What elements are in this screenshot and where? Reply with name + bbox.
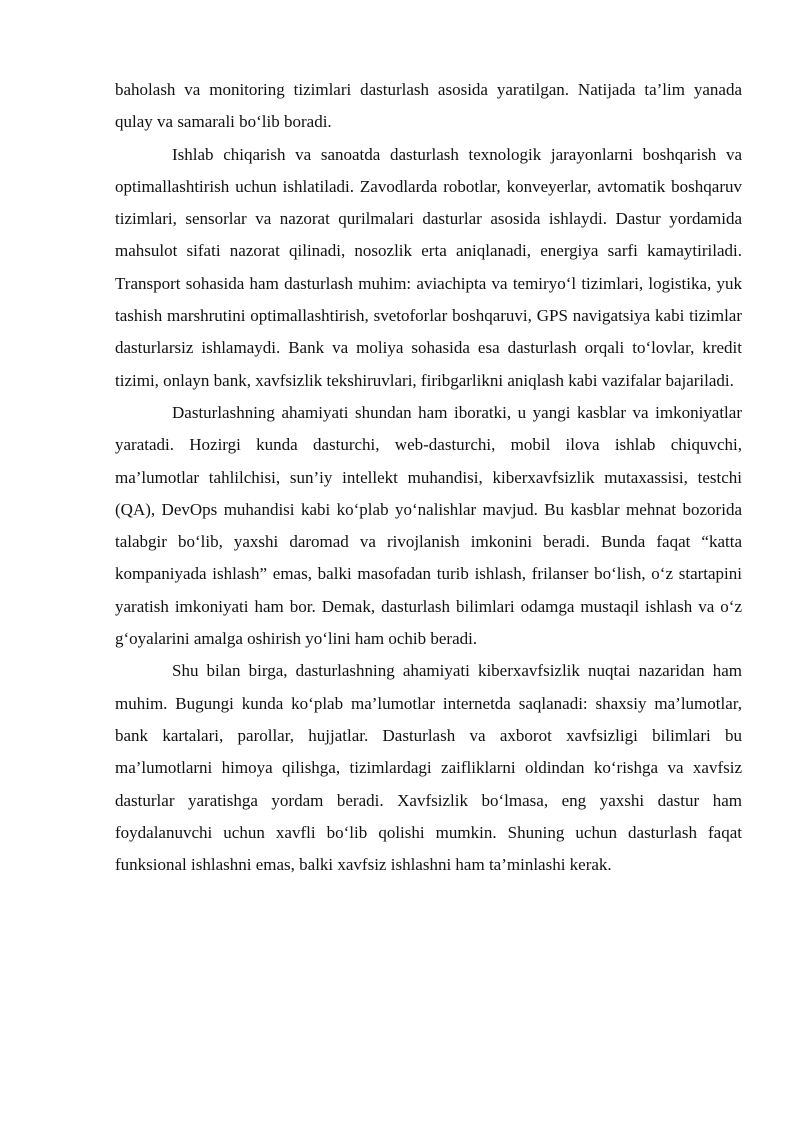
paragraph-3: Dasturlashning ahamiyati shundan ham iboratki, u yangi kasblar va imkoniyatlar yaratadi. Hozirgi kunda dasturchi, web-dasturchi, mobil ilova ishlab chiquvchi, ma’lumotlar tahlilchisi, sun’iy intellekt muhandisi, kiberxavfsizlik mutaxassisi, testchi (QA), DevOps muhandisi kabi ko‘plab yo‘nalishlar mavjud. Bu kasblar mehnat bozorida talabgir bo‘lib, yaxshi daromad va rivojlanish imkonini beradi. Bunda faqat “katta kompaniyada ishlash” emas, balki masofadan turib ishlash, frilanser bo‘lish, o‘z startapini yaratish imkoniyati ham bor. Demak, dasturlash bilimlari odamga mustaqil ishlash va o‘z g‘oyalarini amalga oshirish yo‘lini ham ochib beradi. — [115, 402, 742, 649]
paragraph-2: Ishlab chiqarish va sanoatda dasturlash texnologik jarayonlarni boshqarish va optimallashtirish uchun ishlatiladi. Zavodlarda robotlar, konveyerlar, avtomatik boshqaruv tizimlari, sensorlar va nazorat qurilmalari dasturlar asosida ishlaydi. Dastur yordamida mahsulot sifati nazorat qilinadi, nosozlik erta aniqlanadi, energiya sarfi kamaytiriladi. Transport sohasida ham dasturlash muhim: aviachipta va temiryo‘l tizimlari, logistika, yuk tashish marshrutini optimallashtirish, svetoforlar boshqaruvi, GPS navigatsiya kabi tizimlar dasturlarsiz ishlamaydi. Bank va moliya sohasida esa dasturlash orqali to‘lovlar, kredit tizimi, onlayn bank, xavfsizlik tekshiruvlari, firibgarlikni aniqlash kabi vazifalar bajariladi. — [115, 144, 742, 390]
paragraph-4: Shu bilan birga, dasturlashning ahamiyati kiberxavfsizlik nuqtai nazaridan ham muhim. Bugungi kunda ko‘plab ma’lumotlar internetda saqlanadi: shaxsiy ma’lumotlar, bank kartalari, parollar, hujjatlar. Dasturlash va axborot xavfsizligi bilimlari bu ma’lumotlarni himoya qilishga, tizimlardagi zaifliklarni oldindan ko‘rishga va xavfsiz dasturlar yaratishga yordam beradi. Xavfsizlik bo‘lmasa, eng yaxshi dastur ham foydalanuvchi uchun xavfli bo‘lib qolishi mumkin. Shuning uchun dasturlash faqat funksional ishlashni emas, balki xavfsiz ishlashni ham ta’minlashi kerak. — [115, 661, 742, 875]
paragraph-1: baholash va monitoring tizimlari dasturlash asosida yaratilgan. Natijada ta’lim yanada qulay va samarali bo‘lib boradi. — [115, 80, 742, 132]
body-text — [115, 74, 742, 881]
